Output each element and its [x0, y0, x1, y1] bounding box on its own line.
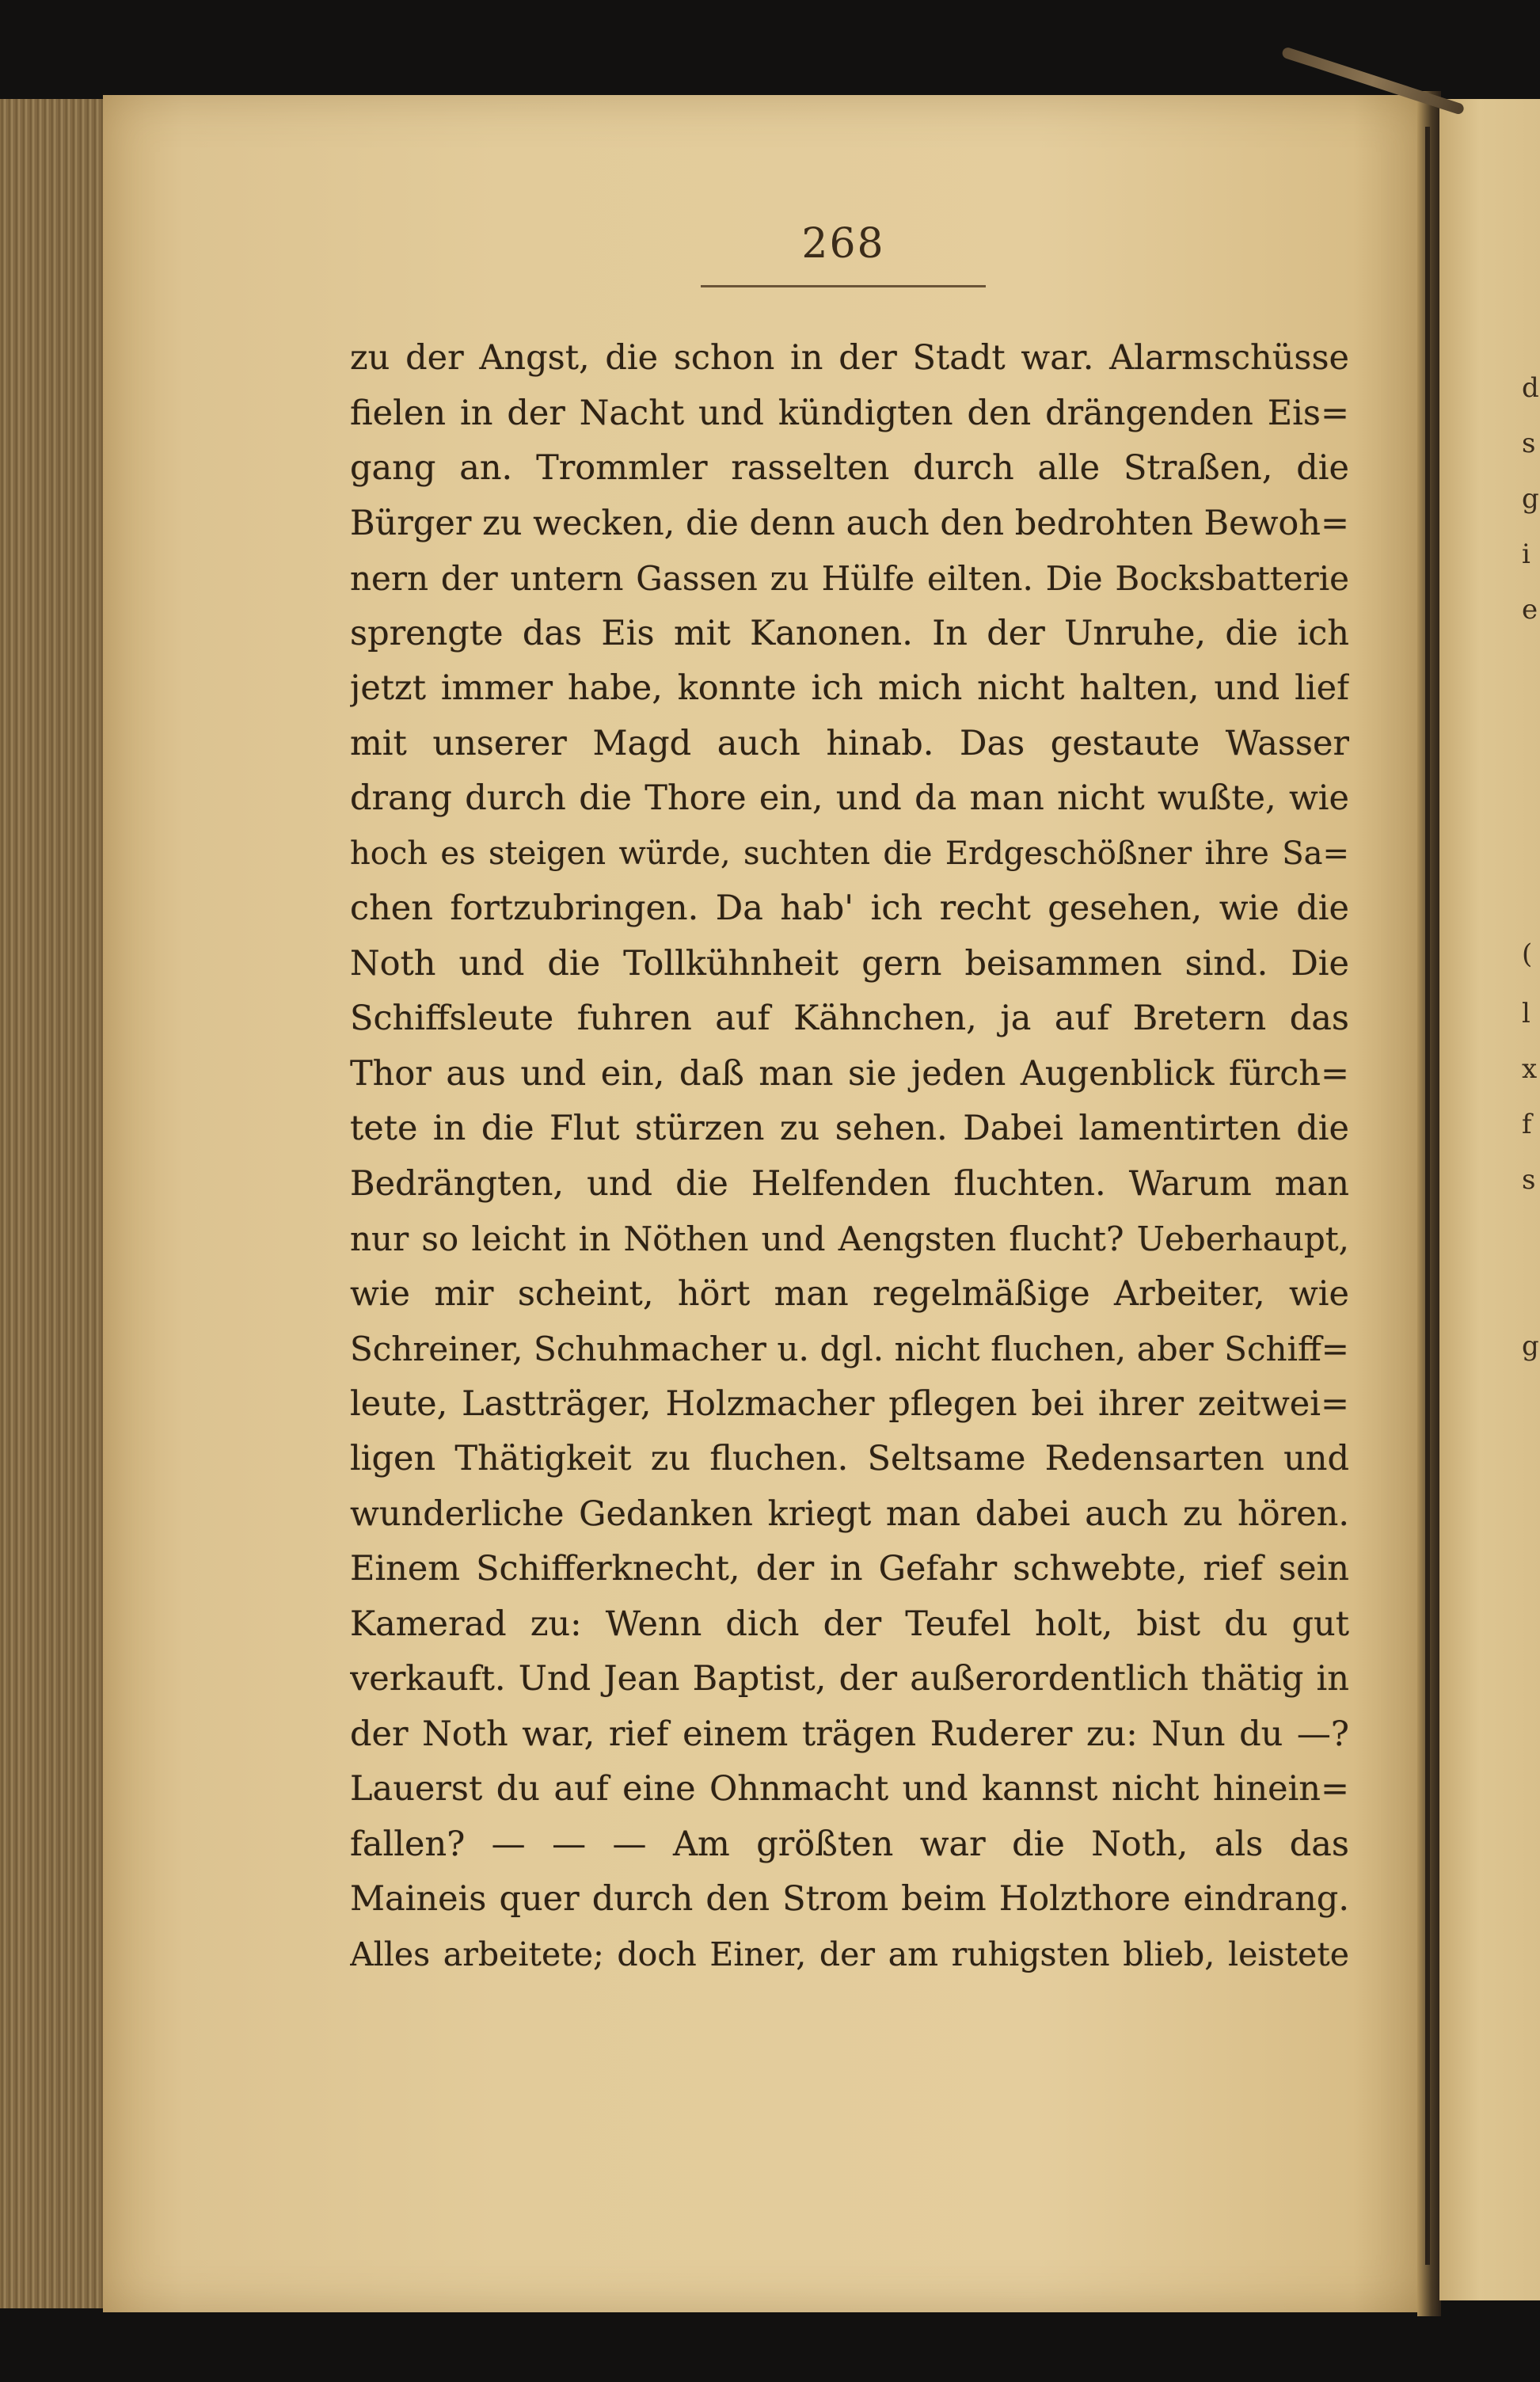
- text-line: wie mir scheint, hört man regelmäßige Arbeiter, wie: [350, 1273, 1349, 1314]
- text-line: Schreiner, Schuhmacher u. dgl. nicht fluchen, aber Schiff=: [350, 1330, 1349, 1368]
- text-line: jetzt immer habe, konnte ich mich nicht halten, und lief: [350, 668, 1349, 708]
- text-line: hoch es steigen würde, suchten die Erdgeschößner ihre Sa=: [350, 835, 1349, 872]
- text-line: Einem Schifferknecht, der in Gefahr schwebte, rief sein: [350, 1549, 1349, 1589]
- text-line: fallen? — — — Am größten war die Noth, als das: [350, 1824, 1349, 1864]
- facing-page-fragment: i: [1522, 538, 1530, 570]
- facing-page-fragment: s: [1522, 1164, 1536, 1196]
- page-block-edges: [0, 99, 105, 2308]
- text-line: gang an. Trommler rasselten durch alle Straßen, die: [350, 448, 1349, 488]
- header-rule: [701, 285, 986, 287]
- text-line: tete in die Flut stürzen zu sehen. Dabei lamentirten die: [350, 1109, 1349, 1148]
- text-line: drang durch die Thore ein, und da man nicht wußte, wie: [350, 778, 1349, 818]
- text-line: Maineis quer durch den Strom beim Holzthore eindrang.: [350, 1879, 1349, 1919]
- text-line: nern der untern Gassen zu Hülfe eilten. Die Bocksbatterie: [350, 559, 1349, 598]
- body-text: [350, 331, 1349, 1982]
- facing-page-fragment: d: [1522, 372, 1539, 404]
- facing-page-fragment: s: [1522, 428, 1536, 459]
- facing-page-fragment: (: [1522, 938, 1533, 970]
- facing-page-fragment: e: [1522, 594, 1538, 626]
- text-line: Noth und die Tollkühnheit gern beisammen sind. Die: [350, 943, 1349, 984]
- facing-page-fragment: f: [1522, 1109, 1532, 1140]
- facing-page-fragment: g: [1522, 1330, 1539, 1362]
- facing-page-edge: [1425, 127, 1430, 2265]
- text-line: verkauft. Und Jean Baptist, der außerordentlich thätig in: [350, 1659, 1349, 1699]
- facing-page-fragment: g: [1522, 483, 1539, 515]
- text-line: Bedrängten, und die Helfenden fluchten. Warum man: [350, 1163, 1349, 1204]
- text-line: zu der Angst, die schon in der Stadt war. Alarmschüsse: [350, 338, 1349, 378]
- text-line: Schiffsleute fuhren auf Kähnchen, ja auf Bretern das: [350, 999, 1349, 1038]
- page-number: 268: [801, 220, 885, 268]
- text-line: der Noth war, rief einem trägen Ruderer zu: Nun du —?: [350, 1714, 1349, 1754]
- text-line: nur so leicht in Nöthen und Aengsten flucht? Ueberhaupt,: [350, 1220, 1349, 1258]
- text-line: Bürger zu wecken, die denn auch den bedrohten Bewoh=: [350, 503, 1349, 543]
- text-line: Alles arbeitete; doch Einer, der am ruhigsten blieb, leistete: [350, 1935, 1349, 1973]
- facing-page-fragment: x: [1522, 1053, 1538, 1085]
- text-line: wunderliche Gedanken kriegt man dabei auch zu hören.: [350, 1494, 1349, 1534]
- text-line: fielen in der Nacht und kündigten den drängenden Eis=: [350, 393, 1349, 433]
- facing-page-fragment: l: [1522, 998, 1530, 1029]
- text-line: chen fortzubringen. Da hab' ich recht gesehen, wie die: [350, 888, 1349, 928]
- text-line: Thor aus und ein, daß man sie jeden Augenblick fürch=: [350, 1053, 1349, 1094]
- text-line: ligen Thätigkeit zu fluchen. Seltsame Redensarten und: [350, 1439, 1349, 1478]
- text-line: Kamerad zu: Wenn dich der Teufel holt, bist du gut: [350, 1604, 1349, 1644]
- text-line: sprengte das Eis mit Kanonen. In der Unruhe, die ich: [350, 613, 1349, 653]
- text-line: Lauerst du auf eine Ohnmacht und kannst nicht hinein=: [350, 1769, 1349, 1809]
- text-line: leute, Lastträger, Holzmacher pflegen bei ihrer zeitwei=: [350, 1383, 1349, 1424]
- text-line: mit unserer Magd auch hinab. Das gestaute Wasser: [350, 723, 1349, 763]
